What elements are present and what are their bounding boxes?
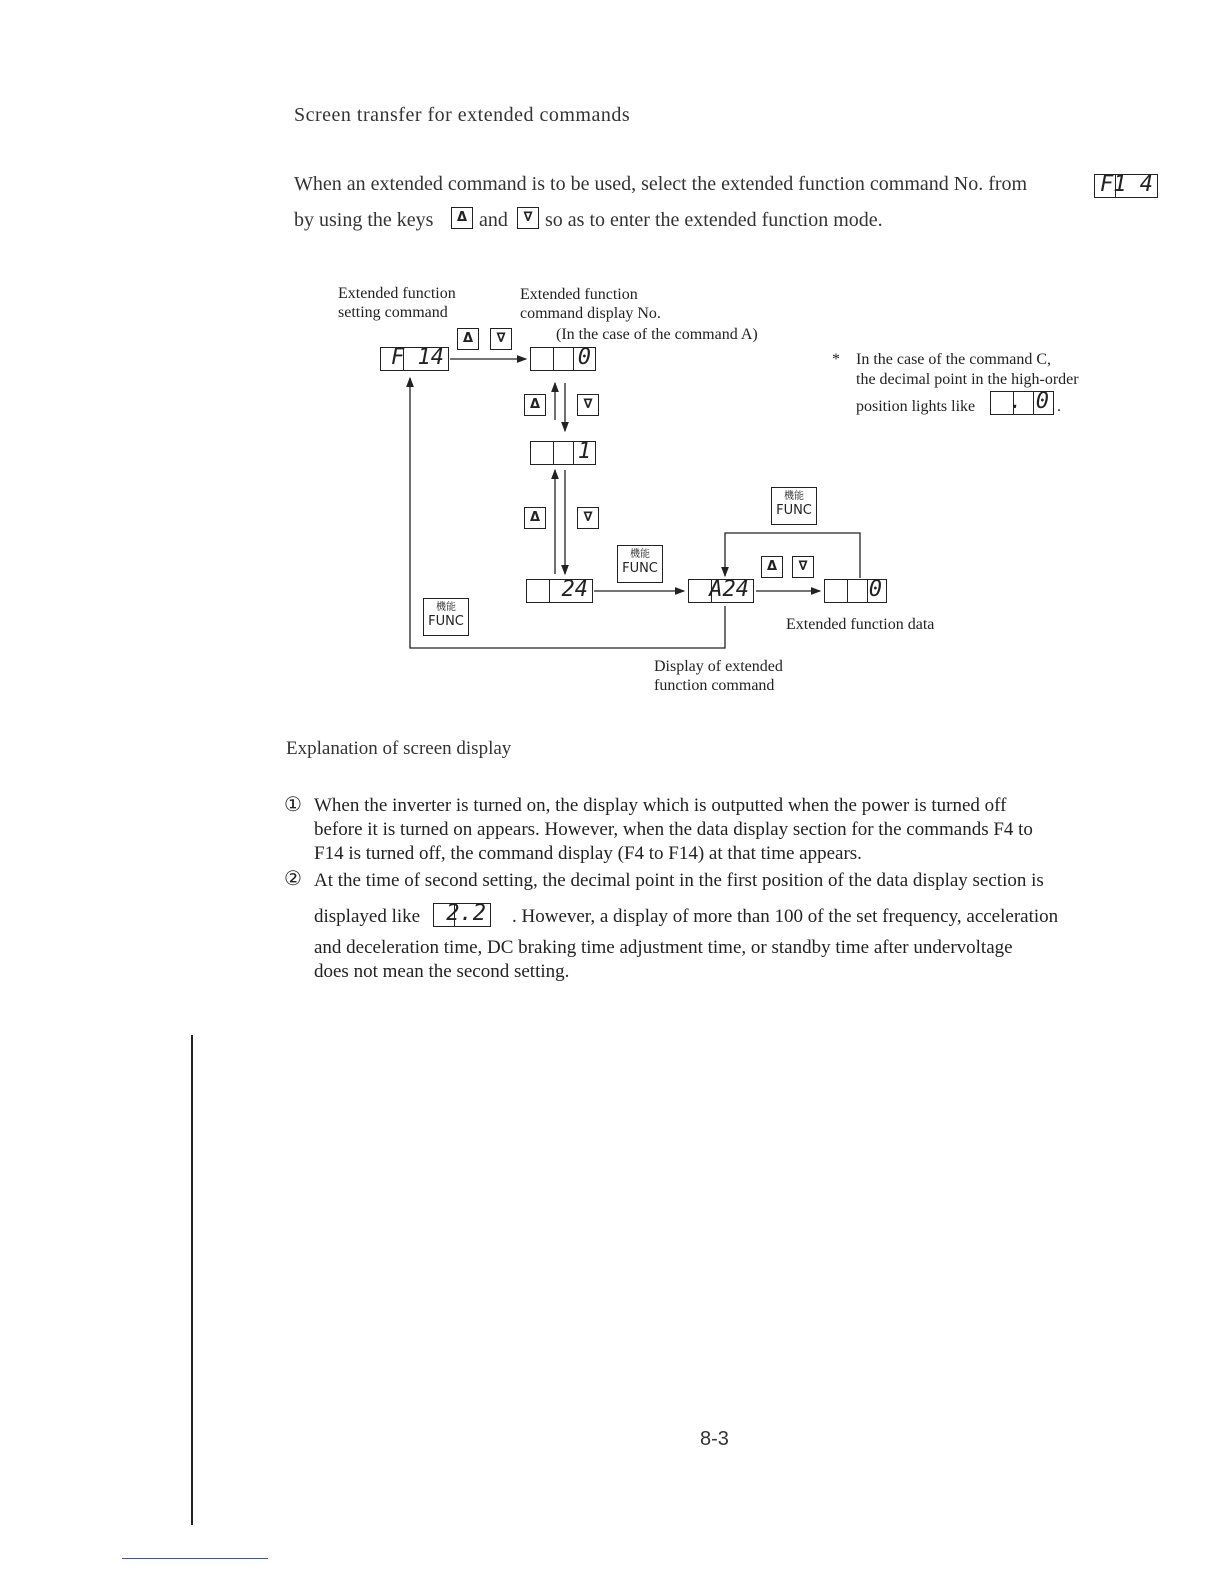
- label-display-ext-2: function command: [654, 677, 775, 694]
- footer-rule: [122, 1558, 268, 1559]
- display-note: [990, 391, 1054, 415]
- display-digits: 2.2: [446, 901, 486, 926]
- func-label: FUNC: [776, 503, 812, 518]
- note-line-3: position lights like: [856, 398, 976, 415]
- label-display-ext-1: Display of extended: [654, 658, 783, 675]
- display-a24: [688, 579, 754, 603]
- note-end: .: [1057, 398, 1061, 415]
- note-line-2: the decimal point in the high-order: [856, 371, 1079, 388]
- down-key-icon: ∇: [577, 394, 599, 416]
- display-digits: . 0: [1009, 389, 1049, 414]
- func-key-icon: [423, 598, 469, 636]
- func-label: FUNC: [622, 561, 658, 576]
- display-f14: [380, 347, 449, 371]
- display-item2: [433, 903, 491, 927]
- item-1-line-2: before it is turned on appears. However, when the data display section for the commands F4 to: [314, 819, 1033, 840]
- note-line-1: In the case of the command C,: [856, 351, 1052, 368]
- func-kanji: 機能: [630, 549, 650, 560]
- binding-line: [191, 1035, 193, 1525]
- display-digits: 24: [561, 577, 588, 602]
- up-key-icon: Δ: [761, 556, 783, 578]
- item-2-line-2b: . However, a display of more than 100 of the set frequency, acceleration: [512, 906, 1059, 927]
- func-kanji: 機能: [784, 491, 804, 502]
- up-key-icon: Δ: [451, 207, 473, 229]
- item-1-line-1: When the inverter is turned on, the display which is outputted when the power is turned off: [314, 795, 1007, 816]
- display-digits: F 14: [391, 345, 444, 370]
- display-digits: 1: [577, 439, 591, 464]
- func-key-icon: [771, 487, 817, 525]
- item-1-marker: ①: [284, 792, 302, 816]
- label-ext-data: Extended function data: [786, 616, 935, 633]
- up-key-icon: Δ: [524, 507, 546, 529]
- label-setting-2: setting command: [338, 304, 448, 321]
- section-title: Screen transfer for extended commands: [294, 104, 631, 126]
- down-key-icon: ∇: [517, 207, 539, 229]
- page-number: 8-3: [700, 1428, 729, 1450]
- item-2-line-4: does not mean the second setting.: [314, 961, 570, 982]
- item-2-line-2a: displayed like: [314, 906, 421, 927]
- display-digits: A24: [709, 577, 749, 602]
- intro-line-2b: and: [479, 209, 508, 231]
- item-1-line-3: F14 is turned off, the command display (F4 to F14) at that time appears.: [314, 843, 862, 864]
- func-kanji: 機能: [436, 602, 456, 613]
- display-0: [530, 347, 596, 371]
- display-24: [526, 579, 593, 603]
- func-label: FUNC: [428, 614, 464, 629]
- intro-line-1: When an extended command is to be used, select the extended function command No. from: [294, 173, 1028, 195]
- item-2-marker: ②: [284, 866, 302, 890]
- display-1: [530, 441, 596, 465]
- intro-line-2a: by using the keys: [294, 209, 434, 231]
- up-key-icon: Δ: [457, 328, 479, 350]
- display-data: [824, 579, 887, 603]
- label-cmd-2: command display No.: [520, 305, 661, 322]
- label-setting-1: Extended function: [338, 285, 456, 302]
- down-key-icon: ∇: [577, 507, 599, 529]
- item-2-line-1: At the time of second setting, the decimal point in the first position of the data display section is: [314, 870, 1044, 891]
- func-key-icon: [617, 545, 663, 583]
- down-key-icon: ∇: [792, 556, 814, 578]
- note-star: *: [832, 351, 840, 368]
- label-case-a: (In the case of the command A): [556, 326, 758, 343]
- display-digits: 0: [577, 345, 591, 370]
- label-cmd-1: Extended function: [520, 286, 638, 303]
- display-digits: F1 4: [1100, 172, 1153, 197]
- item-2-line-3: and deceleration time, DC braking time adjustment time, or standby time after undervoltage: [314, 937, 1013, 958]
- down-key-icon: ∇: [490, 328, 512, 350]
- intro-line-2c: so as to enter the extended function mode.: [545, 209, 883, 231]
- section-heading: Explanation of screen display: [286, 738, 512, 759]
- up-key-icon: Δ: [524, 394, 546, 416]
- display-digits: 0: [868, 577, 882, 602]
